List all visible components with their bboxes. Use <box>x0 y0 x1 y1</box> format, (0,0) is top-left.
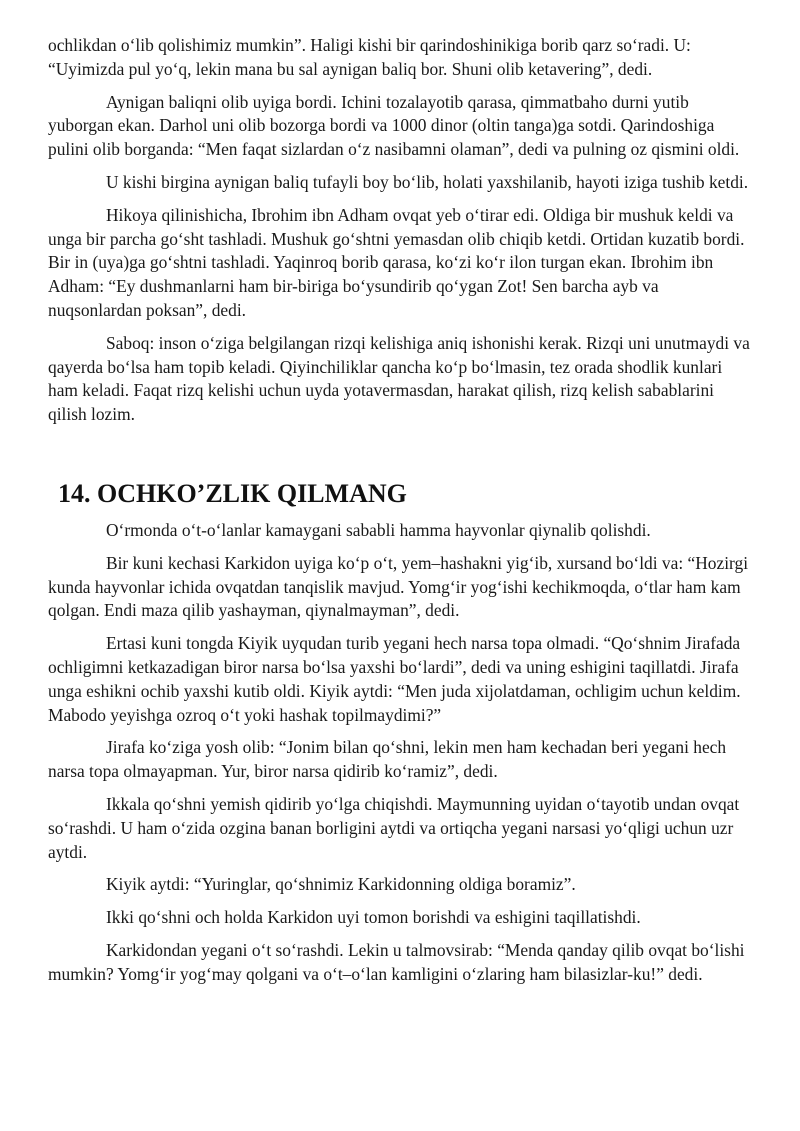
document-page <box>48 34 754 996</box>
paragraph: Aynigan baliqni olib uyiga bordi. Ichini tozalayotib qarasa, qimmatbaho durni yutib yuborgan ekan. Darhol uni olib bozorga bordi va 1000 dinor (oltin tanga)ga sotdi. Qarindoshiga pulini olib borganda: “Men faqat sizlardan o‘z nasibamni olaman”, dedi va pulning oz qismini oldi. <box>48 91 740 160</box>
paragraph: Karkidondan yegani o‘t so‘rashdi. Lekin u talmovsirab: “Menda qanday qilib ovqat bo‘lishi mumkin? Yomg‘ir yog‘may qolgani va o‘t–o‘lan kamligini o‘zlaring ham bilasizlar-ku!” dedi. <box>48 939 745 984</box>
paragraph: O‘rmonda o‘t-o‘lanlar kamaygani sababli hamma hayvonlar qiynalib qolishdi. <box>106 519 651 540</box>
paragraph: Hikoya qilinishicha, Ibrohim ibn Adham ovqat yeb o‘tirar edi. Oldiga bir mushuk keldi va unga bir parcha go‘sht tashladi. Mushuk go‘shtni yemasdan olib chiqib ketdi. Ortidan kuzatib bordi. Bir in (uya)ga go‘shtni tashladi. Yaqinroq borib qarasa, ko‘zi ko‘r ilon turgan ekan. Ibrohim ibn Adham: “Ey dushmanlarni ham bir-biriga bo‘ysundirib qo‘ygan Zot! Sen barcha ayb va nuqsonlardan poksan”, dedi. <box>48 204 745 320</box>
paragraph: Kiyik aytdi: “Yuringlar, qo‘shnimiz Karkidonning oldiga boramiz”. <box>106 874 576 895</box>
paragraph: Ikkala qo‘shni yemish qidirib yo‘lga chiqishdi. Maymunning uyidan o‘tayotib undan ovqat so‘rashdi. U ham o‘zida ozgina banan borligini aytdi va ortiqcha yegani narsasi yo‘qligi uchun uzr aytdi. <box>48 793 740 862</box>
section-heading: 14. OCHKO’ZLIK QILMANG <box>58 478 407 508</box>
paragraph: Ikki qo‘shni och holda Karkidon uyi tomon borishdi va eshigini taqillatishdi. <box>106 907 641 928</box>
paragraph: U kishi birgina aynigan baliq tufayli boy bo‘lib, holati yaxshilanib, hayoti iziga tushib ketdi. <box>106 171 749 192</box>
paragraph: Saboq: inson o‘ziga belgilangan rizqi kelishiga aniq ishonishi kerak. Rizqi uni unutmaydi va qayerda bo‘lsa ham topib keladi. Qiyinchiliklar qancha ko‘p bo‘lmasin, tez orada shodlik kunlari ham keladi. Faqat rizq kelishi uchun uyda yotavermasdan, harakat qilish, rizq kelish sabablarini qilish lozim. <box>48 332 750 425</box>
paragraph: ochlikdan o‘lib qolishimiz mumkin”. Haligi kishi bir qarindoshinikiga borib qarz so‘radi. U: “Uyimizda pul yo‘q, lekin mana bu sal aynigan baliq bor. Shuni olib ketavering”, dedi. <box>48 35 691 79</box>
paragraph: Jirafa ko‘ziga yosh olib: “Jonim bilan qo‘shni, lekin men ham kechadan beri yegani hech narsa topa olmayapman. Yur, biror narsa qidirib ko‘ramiz”, dedi. <box>48 737 727 782</box>
paragraph: Bir kuni kechasi Karkidon uyiga ko‘p o‘t, yem–hashakni yig‘ib, xursand bo‘ldi va: “Hozirgi kunda hayvonlar ichida ovqatdan tanqislik mavjud. Yomg‘ir yog‘ishi kechikmoqda, o‘tlar ham kam qolgan. Endi maza qilib yashayman, qiynalmayman”, dedi. <box>48 552 749 621</box>
paragraph: Ertasi kuni tongda Kiyik uyqudan turib yegani hech narsa topa olmadi. “Qo‘shnim Jirafada ochligimni ketkazadigan biror narsa bo‘lsa yaxshi bo‘lardi”, dedi va uning eshigini taqillatdi. Jirafa unga eshikni ochib yaxshi kutib oldi. Kiyik aytdi: “Men juda xijolatdaman, ochligim uchun keldim. Mabodo yeyishga ozroq o‘t yoki hashak topilmaydimi?” <box>48 633 741 725</box>
